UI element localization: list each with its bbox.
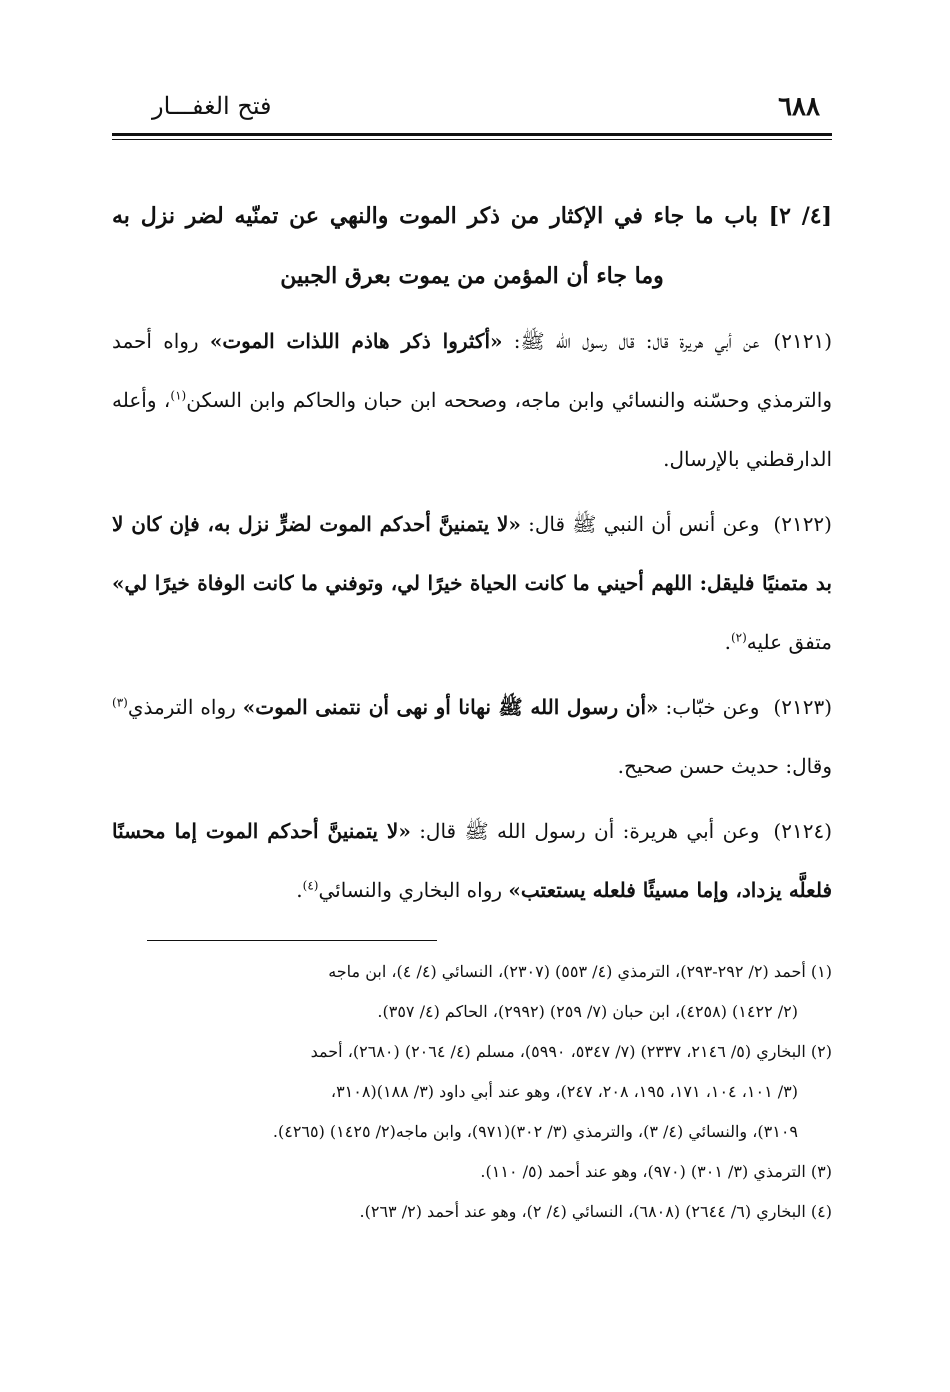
- hadith-intro: وعن أبي هريرة: أن رسول الله ﷺ قال:: [410, 819, 760, 843]
- footnote-marker: (١): [170, 388, 187, 403]
- header-rule: [112, 133, 832, 136]
- hadith-intro: عن أبي هريرة قال: قال رسول الله ﷺ:: [502, 329, 760, 353]
- running-title: فتح الغفـــار: [152, 92, 272, 120]
- header-rule-thin: [112, 139, 832, 140]
- page-number: ٦٨٨: [778, 92, 820, 122]
- footnote-number: (١): [810, 962, 832, 981]
- footnote-text-line: البخاري (٦/ ٢٦٤٤) (٦٨٠٨)، النسائي (٤/ ٢)، وهو عند أحمد (٢/ ٢٦٣).: [359, 1202, 806, 1221]
- hadith-2123: [112, 678, 832, 796]
- hadith-number: (٢١٢٢): [773, 512, 832, 536]
- hadith-tail: .: [724, 630, 731, 654]
- footnote-number: (٢): [810, 1042, 832, 1061]
- hadith-quote: «لا يتمنينَّ أحدكم الموت إما محسنًا فلعلَّه يزداد، وإما مسيئًا فلعله يستعتب»: [112, 819, 832, 902]
- chapter-heading: [112, 186, 832, 306]
- hadith-number: (٢١٢٤): [773, 819, 832, 843]
- footnote-4: [112, 1192, 832, 1232]
- hadith-tail: وقال: حديث حسن صحيح.: [617, 754, 832, 778]
- chapter-title-line-2: وما جاء أن المؤمن من يموت بعرق الجبين: [280, 263, 664, 289]
- hadith-source: متفق عليه: [746, 630, 832, 654]
- footnote-marker: (٢): [730, 630, 747, 645]
- hadith-list: [112, 312, 832, 926]
- hadith-2122: [112, 495, 832, 672]
- footnote-separator: [147, 940, 437, 941]
- hadith-tail: ، وأعله الدارقطني بالإرسال.: [112, 388, 832, 471]
- hadith-tail: .: [296, 878, 303, 902]
- footnote-text-line: الترمذي (٣/ ٣٠١) (٩٧٠)، وهو عند أحمد (٥/ ١١٠).: [480, 1162, 806, 1181]
- footnote-text-line: (٣/ ١٠١، ١٠٤، ١٧١، ١٩٥، ٢٠٨، ٢٤٧)، وهو عند أبي داود (٣/ ١٨٨)(٣١٠٨،: [330, 1082, 798, 1101]
- hadith-quote: «أكثروا ذكر هاذم اللذات الموت»: [209, 329, 503, 353]
- footnote-text-line: أحمد (٢/ ٢٩٢-٢٩٣)، الترمذي (٤/ ٥٥٣) (٢٣٠٧)، النسائي (٤/ ٤)، ابن ماجه: [328, 962, 806, 981]
- hadith-2124: [112, 802, 832, 920]
- hadith-intro: وعن خبّاب:: [658, 695, 760, 719]
- footnote-1: [112, 952, 832, 1032]
- hadith-number: (٢١٢٣): [773, 695, 833, 719]
- footnote-text-line: (٢/ ١٤٢٢) (٤٢٥٨)، ابن حبان (٧/ ٢٥٩) (٢٩٩٢)، الحاكم (٤/ ٣٥٧).: [377, 1002, 798, 1021]
- page-header: [112, 88, 832, 128]
- book-page: [112, 0, 832, 1392]
- footnote-number: (٤): [810, 1202, 832, 1221]
- footnote-number: (٣): [810, 1162, 832, 1181]
- footnote-text-line: البخاري (٥/ ٢١٤٦، ٢٣٣٧) (٧/ ٥٣٤٧، ٥٩٩٠)، مسلم (٤/ ٢٠٦٤) (٢٦٨٠)، أحمد: [310, 1042, 806, 1061]
- footnote-3: [112, 1152, 832, 1192]
- hadith-source: رواه البخاري والنسائي: [318, 878, 509, 902]
- hadith-quote: «لا يتمنينَّ أحدكم الموت لضرٍّ نزل به، فإن كان لا بد متمنيًا فليقل: اللهم أحيني ما كانت الحياة خيرًا لي، وتوفني ما كانت الوفاة خيرًا لي»: [112, 512, 832, 595]
- hadith-quote: «أن رسول الله ﷺ نهانا أو نهى أن نتمنى الموت»: [242, 695, 659, 719]
- footnote-marker: (٤): [302, 878, 319, 893]
- hadith-source: رواه أحمد والترمذي وحسّنه والنسائي وابن ماجه، وصححه ابن حبان والحاكم وابن السكن: [112, 329, 832, 412]
- footnote-2: [112, 1032, 832, 1152]
- hadith-2121: [112, 312, 832, 489]
- chapter-title-line-1: [٤/ ٢] باب ما جاء في الإكثار من ذكر الموت والنهي عن تمنّيه لضر نزل به: [112, 203, 832, 229]
- footnotes: [112, 952, 832, 1232]
- hadith-intro: وعن أنس أن النبي ﷺ قال:: [520, 512, 760, 536]
- hadith-source: رواه الترمذي: [127, 695, 243, 719]
- footnote-marker: (٣): [112, 695, 128, 710]
- footnote-text-line: ٣١٠٩)، والنسائي (٤/ ٣)، والترمذي (٣/ ٣٠٢)(٩٧١)، وابن ماجه(٢/ ١٤٢٥) (٤٢٦٥).: [272, 1122, 798, 1141]
- hadith-number: (٢١٢١): [773, 329, 833, 353]
